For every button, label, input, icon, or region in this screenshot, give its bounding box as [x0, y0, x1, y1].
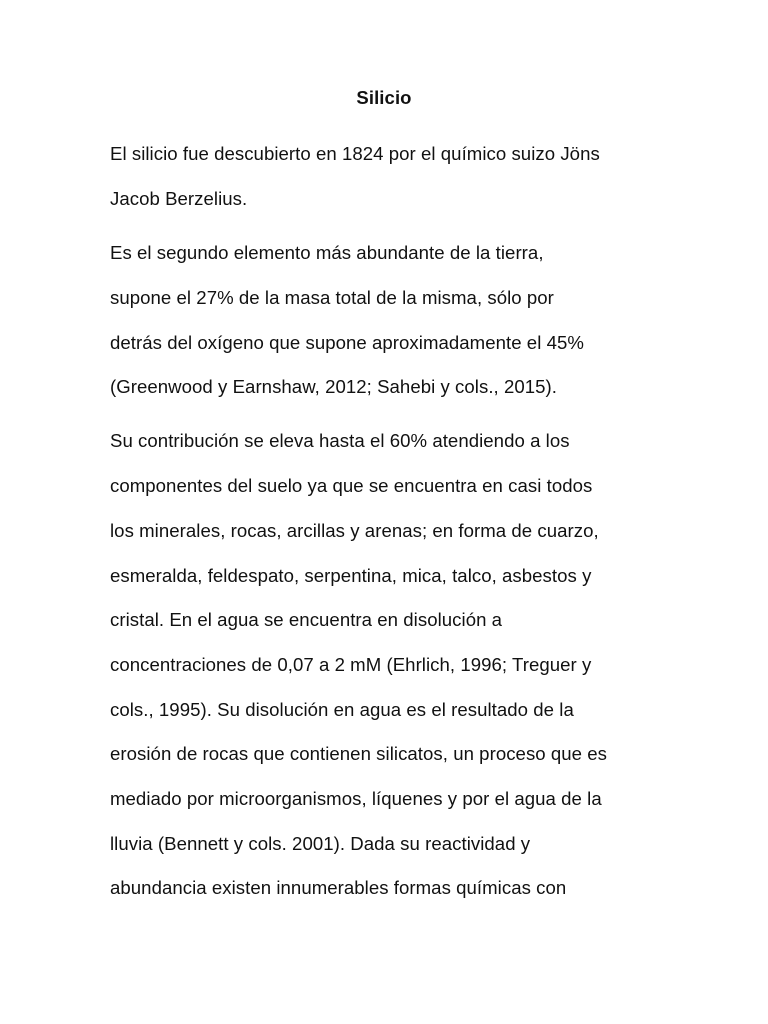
paragraph-line: abundancia existen innumerables formas químicas con — [110, 877, 567, 898]
paragraph-line: (Greenwood y Earnshaw, 2012; Sahebi y cols., 2015). — [110, 376, 557, 397]
paragraph-line: los minerales, rocas, arcillas y arenas; en forma de cuarzo, — [110, 520, 599, 541]
paragraph-line: Jacob Berzelius. — [110, 188, 248, 209]
paragraph-line: Es el segundo elemento más abundante de la tierra, — [110, 242, 544, 263]
paragraph-line: concentraciones de 0,07 a 2 mM (Ehrlich, 1996; Treguer y — [110, 654, 592, 675]
paragraph-line: cristal. En el agua se encuentra en disolución a — [110, 609, 503, 630]
paragraph-line: El silicio fue descubierto en 1824 por el químico suizo Jöns — [110, 143, 600, 164]
paragraph-line: cols., 1995). Su disolución en agua es el resultado de la — [110, 699, 574, 720]
paragraph-line: lluvia (Bennett y cols. 2001). Dada su reactividad y — [110, 833, 531, 854]
paragraph-line: Su contribución se eleva hasta el 60% atendiendo a los — [110, 430, 570, 451]
paragraph-line: componentes del suelo ya que se encuentra en casi todos — [110, 475, 593, 496]
document-title: Silicio — [356, 87, 412, 108]
paragraph-line: esmeralda, feldespato, serpentina, mica, talco, asbestos y — [110, 565, 592, 586]
paragraph-line: detrás del oxígeno que supone aproximadamente el 45% — [110, 332, 584, 353]
paragraph-line: mediado por microorganismos, líquenes y por el agua de la — [110, 788, 602, 809]
paragraph-line: erosión de rocas que contienen silicatos, un proceso que es — [110, 743, 608, 764]
paragraph-line: supone el 27% de la masa total de la misma, sólo por — [110, 287, 554, 308]
